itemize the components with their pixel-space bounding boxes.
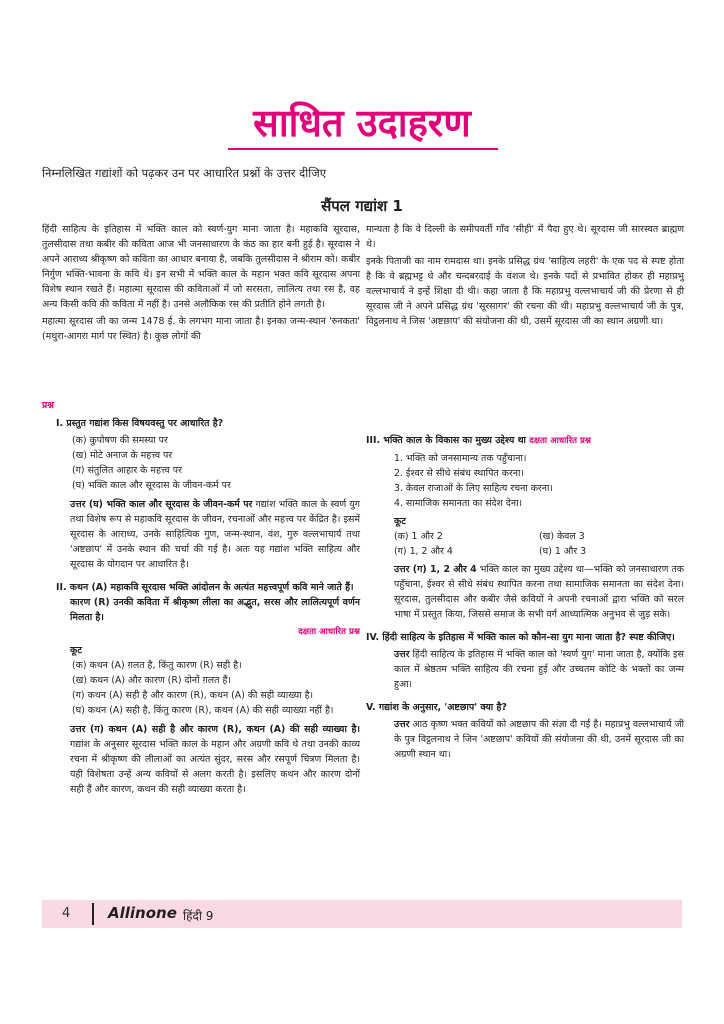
question-2-key-label: कूट [70,645,82,656]
question-3-option: (ख) केवल 3 [539,531,585,542]
answer-label: उत्तर [394,649,410,660]
competency-tag: दक्षता आधारित प्रश्न [529,436,591,446]
passage-paragraph-1: हिंदी साहित्य के इतिहास में भक्ति काल को स्वर्ण-युग माना जाता है। महाकवि सूरदास, तुलसीदास तथा कबीर की कविता आज भी जनसाधारण के कंठ का हार बनी हुई है। सूरदास ने अपने आराध्य श्रीकृष्ण को कविता का आधार बनाया है, जबकि तुलसीदास ने श्रीराम को। कबीर निर्गुण भक्ति-भावना के कवि थे। इन सभी में भक्ति काल के महान भक्त कवि सूरदास अपना विशेष स्थान रखते हैं। महात्मा सूरदास की कविताओं में जो सरसता, लालित्य तथा रस है, वह अन्य किसी कवि की कविता में नहीं है। उनसे अलौकिक रस की प्रतीति होने लगती है। [42,224,360,310]
question-3-options [366,529,684,559]
question-2-option: (क) कथन (A) ग़लत है, किंतु कारण (R) सही है। [72,660,242,671]
questions-right [366,430,684,762]
question-3-option: (ग) 1, 2 और 4 [394,546,453,557]
passage-paragraph-4: इनके पिताजी का नाम रामदास था। इनके प्रसिद्ध ग्रंथ 'साहित्य लहरी' के एक पद से स्पष्ट होता है कि वे ब्रह्मभट्ट थे और चन्दबरदाई के वंशज थे। इनके पदों से प्रभावित होकर ही महाप्रभु वल्लभाचार्य ने इन्हें शिक्षा दी थी। कहा जाता है कि महाप्रभु वल्लभाचार्य जी की प्रेरणा से ही सूरदास जी ने अपने प्रसिद्ध ग्रंथ 'सूरसागर' की रचना की थी। महाप्रभु वल्लभाचार्य जी के पुत्र, विट्ठलनाथ ने जिस 'अष्टछाप' की संयोजना की थी, उसमें सूरदास जी का स्थान अग्रणी था। [366,256,684,327]
title-underline [228,148,498,150]
competency-tag: दक्षता आधारित प्रश्न [298,627,360,637]
passage-paragraph-2: महात्मा सूरदास जी का जन्म 1478 ई. के लगभग माना जाता है। इनका जन्म-स्थान 'रुनकता' (मथुरा-आगरा मार्ग पर स्थित) है। कुछ लोगों की [42,316,360,342]
question-1-option: (क) कुपोषण की समस्या पर [72,435,168,446]
answer-label: उत्तर (ग) कथन (A) सही है और कारण (R), कथन (A) की सही व्याख्या है। [70,724,360,735]
answer-text: हिंदी साहित्य के इतिहास में भक्ति काल को 'स्वर्ण युग' माना जाता है, क्योंकि इस काल में श्रेष्ठतम भक्ति साहित्य की रचना हुई और उच्चतम कोटि के भक्तों का जन्म हुआ। [394,649,684,690]
question-1-option: (ग) संतुलित आहार के महत्त्व पर [72,465,182,476]
brand-logo: Allinone [108,904,177,922]
question-1-answer [42,497,360,572]
question-1-title: I. प्रस्तुत गद्यांश किस विषयवस्तु पर आधारित है? [56,418,224,429]
questions-label: प्रश्न [42,400,54,411]
answer-text: गद्यांश भक्ति काल के स्वर्ण युग तथा विशेष रूप से महाकवि सूरदास के जीवन, रचनाओं और महत्त्व पर केंद्रित है। इसमें सूरदास के आराध्य, उनके साहित्यिक गुण, जन्म-स्थान, वंश, गुरु वल्लभाचार्य तथा 'अष्टछाप' में उनके स्थान की चर्चा की गई है। अतः यह गद्यांश भक्ति साहित्य और सूरदास के योगदान पर आधारित है। [70,499,360,570]
question-2-assertion: II. कथन (A) महाकवि सूरदास भक्ति आंदोलन के अत्यंत महत्त्वपूर्ण कवि माने जाते हैं। [56,582,354,593]
page-title: साधित उदाहरण [253,101,471,145]
footer-divider [92,903,94,925]
question-3-answer [366,562,684,622]
question-2-option: (घ) कथन (A) सही है, किंतु कारण (R), कथन (A) की सही व्याख्या नहीं है। [72,705,334,716]
question-5-title: V. गद्यांश के अनुसार, 'अष्टछाप' क्या है? [366,702,507,713]
answer-text: आठ कृष्ण भक्त कवियों को अष्टछाप की संज्ञा दी गई है। महाप्रभु वल्लभाचार्य जी के पुत्र विट्ठलनाथ ने जिन 'अष्टछाप' कवियों की संयोजना की थी, उनमें सूरदास जी का अग्रणी स्थान था। [394,719,684,760]
question-3-text: III. भक्ति काल के विकास का मुख्य उद्देश्य था [366,435,526,446]
question-3-item: 2. ईश्वर से सीधे संबंध स्थापित करना। [394,468,524,479]
answer-text: भक्ति काल का मुख्य उद्देश्य था—भक्ति को जनसाधारण तक पहुँचाना, ईश्वर से सीधे संबंध स्थापित करना तथा सामाजिक समानता का संदेश देना। सूरदास, तुलसीदास और कबीर जैसे कवियों ने अपनी रचनाओं द्वारा भक्ति को सरल भाषा में प्रस्तुत किया, जिससे समाज के सभी वर्ग आध्यात्मिक अनुभव से जुड़ सके। [394,564,684,620]
question-3-item: 3. केवल राजाओं के लिए साहित्य रचना करना। [394,483,553,494]
left-column [42,222,360,346]
question-3-item: 4. सामाजिक समानता का संदेश देना। [394,498,523,509]
page-number: 4 [62,906,71,921]
question-2-option: (ख) कथन (A) और कारण (R) दोनों ग़लत हैं। [72,675,231,686]
question-1-option: (ख) मोटे अनाज के महत्त्व पर [72,450,173,461]
question-3-option: (घ) 1 और 3 [539,546,587,557]
answer-label: उत्तर [394,719,410,730]
question-4-answer [366,647,684,692]
question-1-option: (घ) भक्ति काल और सूरदास के जीवन-कर्म पर [72,480,231,491]
footer-subject: हिंदी 9 [183,909,214,923]
question-3-option: (क) 1 और 2 [394,531,443,542]
question-2-title [42,580,360,640]
question-2-option: (ग) कथन (A) सही है और कारण (R), कथन (A) की सही व्याख्या है। [72,690,314,701]
passage-paragraph-3: मान्यता है कि वे दिल्ली के समीपवर्ती गाँव 'सीही' में पैदा हुए थे। सूरदास जी सारस्वत ब्राह्मण थे। [366,224,684,250]
question-2-answer [42,722,360,797]
answer-label: उत्तर (घ) भक्ति काल और सूरदास के जीवन-कर्म पर [70,499,253,510]
question-3-key-label: कूट [394,516,406,527]
questions-left [42,398,360,797]
question-5-answer [366,717,684,762]
question-4-title: IV. हिंदी साहित्य के इतिहास में भक्ति काल को कौन-सा युग माना जाता है? स्पष्ट कीजिए। [366,632,675,643]
answer-text: गद्यांश के अनुसार सूरदास भक्ति काल के महान और अग्रणी कवि थे तथा उनकी काव्य रचना में श्रीकृष्ण की लीलाओं का अत्यंत सुंदर, सरस और रसपूर्ण चित्रण मिलता है। यही विशेषता उन्हें अन्य कवियों से अलग करती है। इसलिए कथन और कारण दोनों सही हैं और कारण, कथन की सही व्याख्या करता है। [70,739,360,795]
sample-heading: सैंपल गद्यांश 1 [321,197,403,215]
question-2-reason: कारण (R) उनकी कविता में श्रीकृष्ण लीला का अद्भुत, सरस और लालित्यपूर्ण वर्णन मिलता है। [70,597,360,623]
right-column [366,222,684,331]
question-3-item: 1. भक्ति को जनसामान्य तक पहुँचाना। [394,453,527,464]
answer-label: उत्तर (ग) 1, 2 और 4 [394,564,477,575]
instruction-text: निम्नलिखित गद्यांशों को पढ़कर उन पर आधारित प्रश्नों के उत्तर दीजिए [42,166,327,180]
question-3-title [366,433,684,449]
